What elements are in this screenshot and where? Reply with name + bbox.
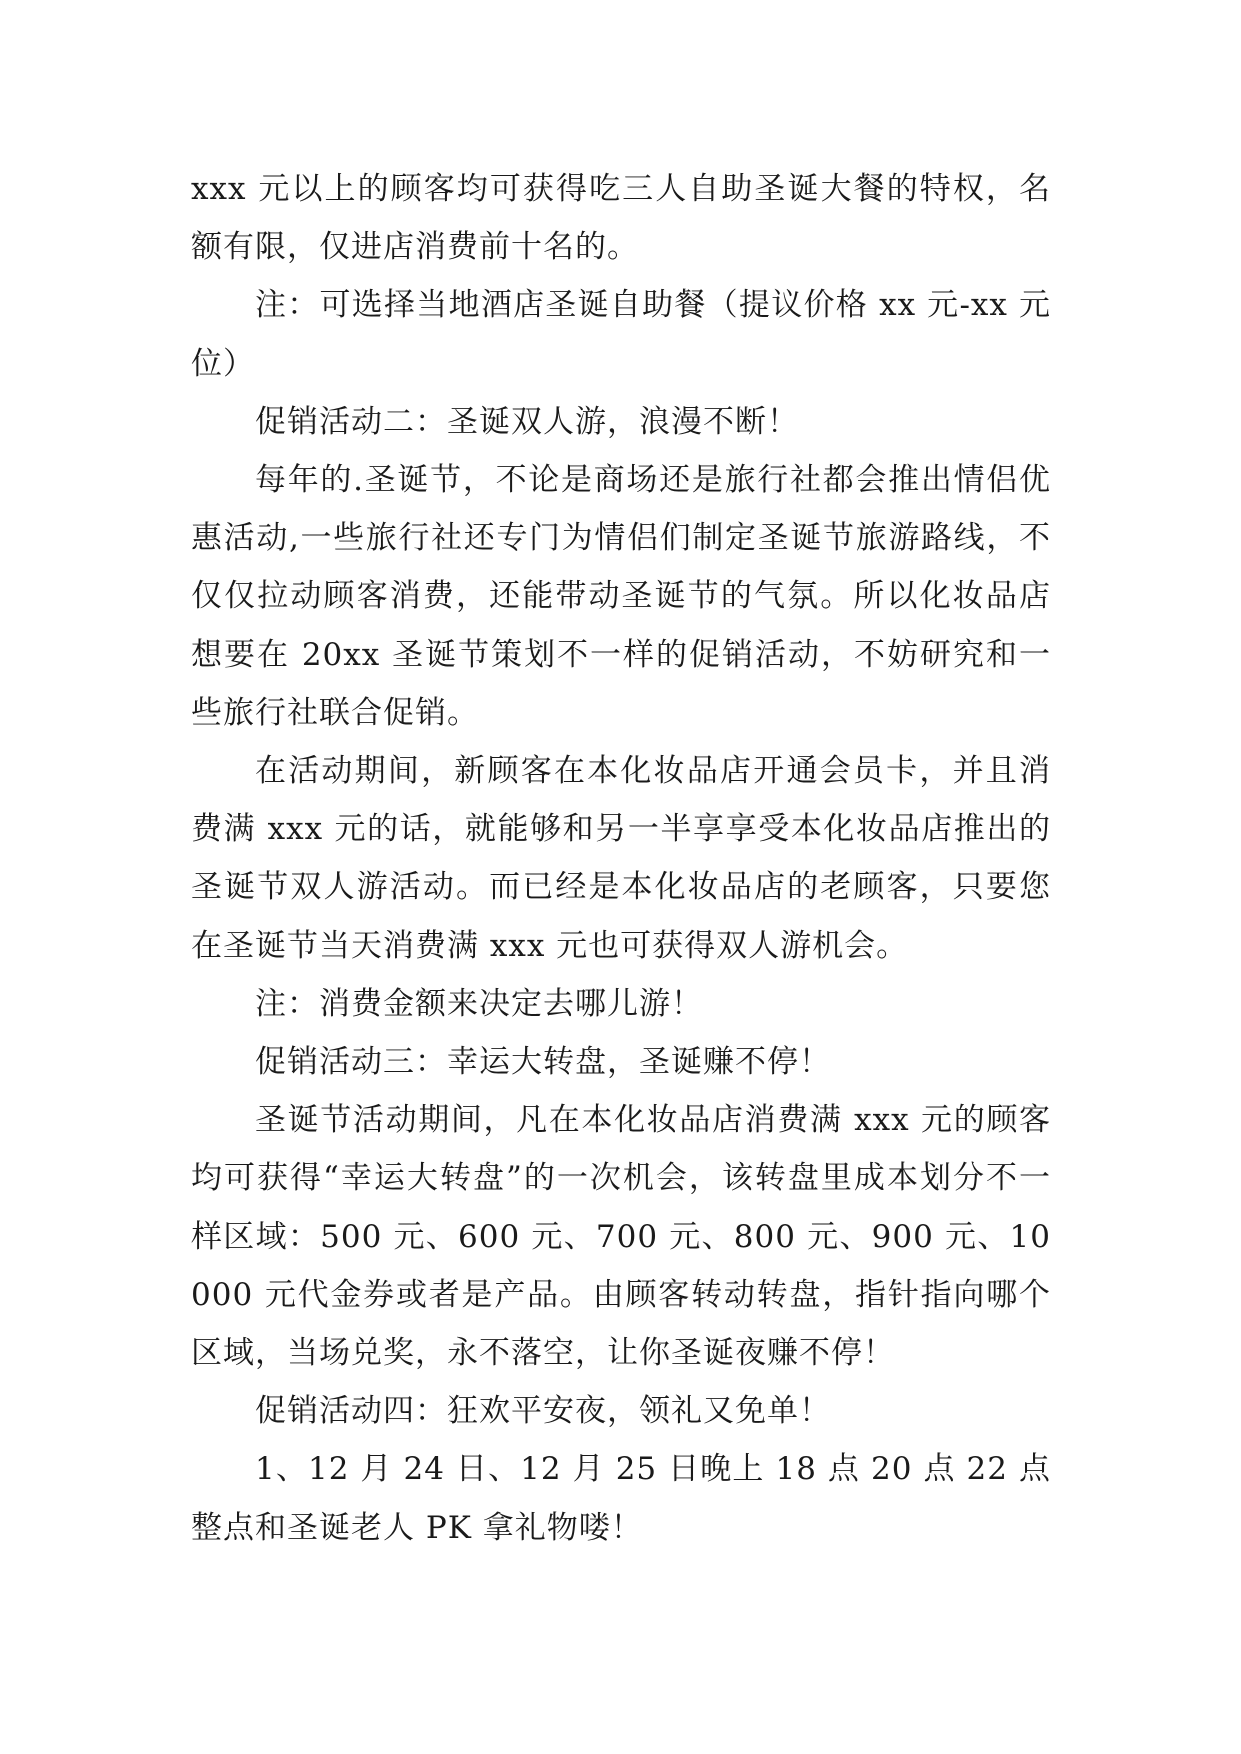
paragraph-1: xxx 元以上的顾客均可获得吃三人自助圣诞大餐的特权，名额有限，仅进店消费前十名的。: [191, 171, 1051, 266]
paragraph-9-heading: 促销活动四：狂欢平安夜，领礼又免单！: [255, 1393, 831, 1430]
paragraph-4: 每年的.圣诞节，不论是商场还是旅行社都会推出情侣优惠活动,一些旅行社还专门为情侣们制定圣诞节旅游路线，不仅仅拉动顾客消费，还能带动圣诞节的气氛。所以化妆品店想要在 20xx 圣诞节策划不一样的促销活动，不妨研究和一些旅行社联合促销。: [191, 462, 1051, 731]
paragraph-7-heading: 促销活动三：幸运大转盘，圣诞赚不停！: [255, 1044, 831, 1081]
paragraph-10: 1、12 月 24 日、12 月 25 日晚上 18 点 20 点 22 点整点和圣诞老人 PK 拿礼物喽！: [191, 1451, 1051, 1546]
paragraph-2-note: 注：可选择当地酒店圣诞自助餐（提议价格 xx 元-xx 元位）: [191, 287, 1051, 382]
paragraph-3-heading: 促销活动二：圣诞双人游，浪漫不断！: [255, 403, 799, 440]
paragraph-8: 圣诞节活动期间，凡在本化妆品店消费满 xxx 元的顾客均可获得“幸运大转盘”的一次机会，该转盘里成本划分不一样区域：500 元、600 元、700 元、800 元、900 元、10000 元代金券或者是产品。由顾客转动转盘，指针指向哪个区域，当场兑奖，永不落空，让你圣诞夜赚不停！: [191, 1102, 1051, 1372]
document-body: [191, 160, 1051, 1557]
paragraph-6-note: 注：消费金额来决定去哪儿游！: [255, 985, 703, 1022]
paragraph-5: 在活动期间，新顾客在本化妆品店开通会员卡，并且消费满 xxx 元的话，就能够和另一半享享受本化妆品店推出的圣诞节双人游活动。而已经是本化妆品店的老顾客，只要您在圣诞节当天消费满 xxx 元也可获得双人游机会。: [191, 753, 1051, 964]
